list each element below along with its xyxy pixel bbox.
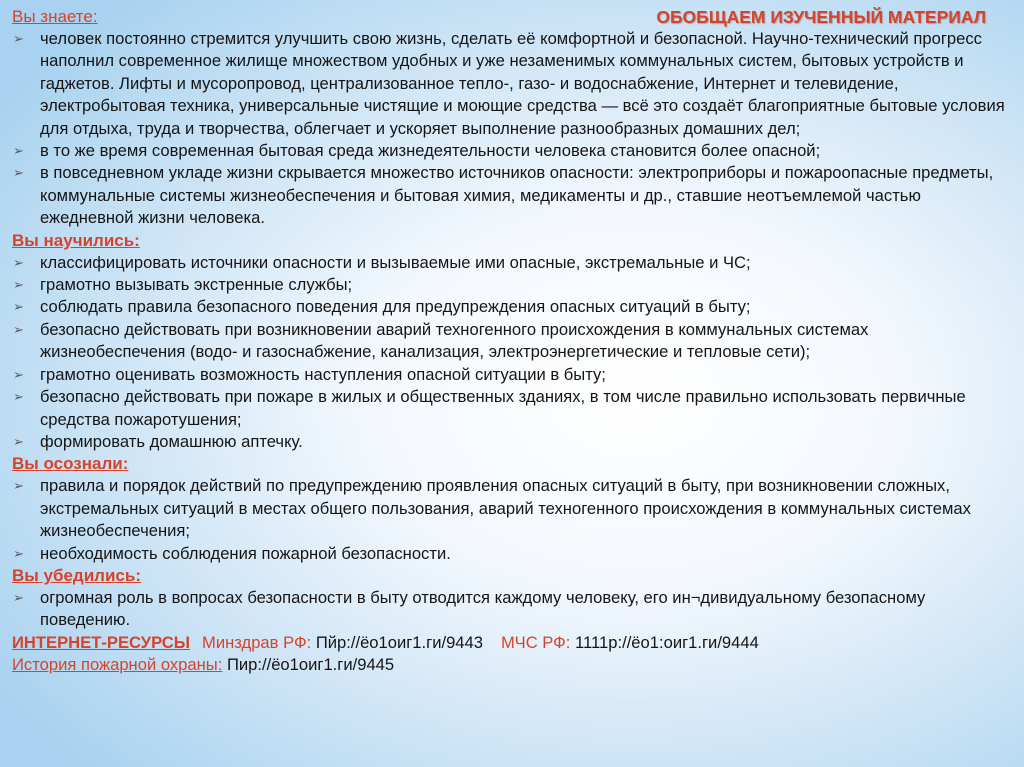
arrow-bullet-icon: ➢	[13, 143, 24, 159]
section-list-convinced	[12, 587, 1014, 632]
arrow-bullet-icon: ➢	[13, 433, 24, 449]
slide	[12, 6, 1014, 677]
list-item: ➢ необходимость соблюдения пожарной безопасности.	[12, 543, 1014, 565]
section-heading-know: Вы знаете:	[12, 7, 98, 26]
arrow-bullet-icon: ➢	[13, 545, 24, 561]
list-item: ➢ в повседневном укладе жизни скрывается множество источников опасности: электроприборы и пожароопасные предметы, коммунальные системы жизнеобеспечения и бытовая химия, медикаменты и др., ставшие неотъемлемой частью ежедневной жизни человека.	[13, 163, 994, 228]
list-item: ➢ в то же время современная бытовая среда жизнедеятельности человека становится более опасной;	[12, 140, 1014, 162]
section-list-learned	[12, 252, 1014, 454]
arrow-bullet-icon: ➢	[13, 277, 24, 293]
slide-title: ОБОБЩАЕМ ИЗУЧЕННЫЙ МАТЕРИАЛ	[656, 7, 986, 27]
history-link[interactable]: Пир://ёо1оиг1.ги/9445	[226, 655, 395, 675]
arrow-bullet-icon: ➢	[13, 299, 24, 315]
section-list-know	[12, 28, 1014, 230]
header-row	[12, 6, 1014, 28]
list-item: ➢ грамотно оценивать возможность наступления опасной ситуации в быту;	[12, 364, 1014, 386]
minzdrav-label: Минздрав РФ:	[202, 632, 312, 652]
list-item: ➢ безопасно действовать при возникновении аварий техногенного происхождения в коммунальных системах жизнеобеспечения (водо- и газоснабжение, канализация, электроэнергетические и тепловые сети);	[13, 319, 869, 362]
resources-title: ИНТЕРНЕТ-РЕСУРСЫ	[12, 632, 191, 652]
mchs-label: МЧС РФ:	[501, 632, 571, 652]
history-resource	[12, 654, 1014, 677]
mchs-link[interactable]: 1111р://ёо1:оиг1.ги/9444	[575, 632, 759, 652]
arrow-bullet-icon: ➢	[13, 31, 24, 46]
arrow-bullet-icon: ➢	[13, 478, 24, 494]
minzdrav-link[interactable]: Пйр://ёо1оиг1.ги/9443	[315, 632, 483, 652]
arrow-bullet-icon: ➢	[13, 254, 24, 270]
arrow-bullet-icon: ➢	[13, 589, 24, 605]
section-heading-learned: Вы научились:	[12, 230, 140, 250]
list-item: ➢ соблюдать правила безопасного поведения для предупреждения опасных ситуаций в быту;	[12, 296, 1014, 318]
list-item: ➢ огромная роль в вопросах безопасности в быту отводится каждому человеку, его ин¬дивидуальному безопасному поведению.	[13, 587, 926, 630]
internet-resources	[12, 632, 1014, 655]
section-list-realized	[12, 475, 1014, 565]
arrow-bullet-icon: ➢	[13, 321, 24, 337]
list-item: ➢ классифицировать источники опасности и вызываемые ими опасные, экстремальные и ЧС;	[12, 252, 1014, 274]
list-item: ➢ правила и порядок действий по предупреждению проявления опасных ситуаций в быту, при возникновении сложных, экстремальных ситуаций в местах общего пользования, аварий техногенного происхождения в коммунальных системах жизнеобеспечения;	[13, 476, 971, 541]
arrow-bullet-icon: ➢	[13, 389, 24, 405]
arrow-bullet-icon: ➢	[13, 165, 24, 181]
list-item: ➢ человек постоянно стремится улучшить свою жизнь, сделать её комфортной и безопасной. Научно-технический прогресс наполнил современное жилище множеством удобных и уже незаменимых коммунальных систем, бытовых устройств и гаджетов. Лифты и мусоропровод, централизованное тепло-, газо- и водоснабжение, Интернет и телевидение, электробытовая техника, универсальные чистящие и моющие средства — всё это создаёт благоприятные бытовые условия для отдыха, труда и творчества, облегчает и ускоряет выполнение разнообразных домашних дел;	[13, 29, 1005, 138]
list-item: ➢ грамотно вызывать экстренные службы;	[12, 274, 1014, 296]
history-label: История пожарной охраны:	[12, 655, 223, 675]
list-item: ➢ формировать домашнюю аптечку.	[12, 431, 1014, 453]
arrow-bullet-icon: ➢	[13, 366, 24, 382]
section-heading-convinced: Вы убедились:	[12, 565, 141, 585]
section-heading-realized: Вы осознали:	[12, 454, 129, 474]
list-item: ➢ безопасно действовать при пожаре в жилых и общественных зданиях, в том числе правильно использовать первичные средства пожаротушения;	[13, 387, 966, 429]
